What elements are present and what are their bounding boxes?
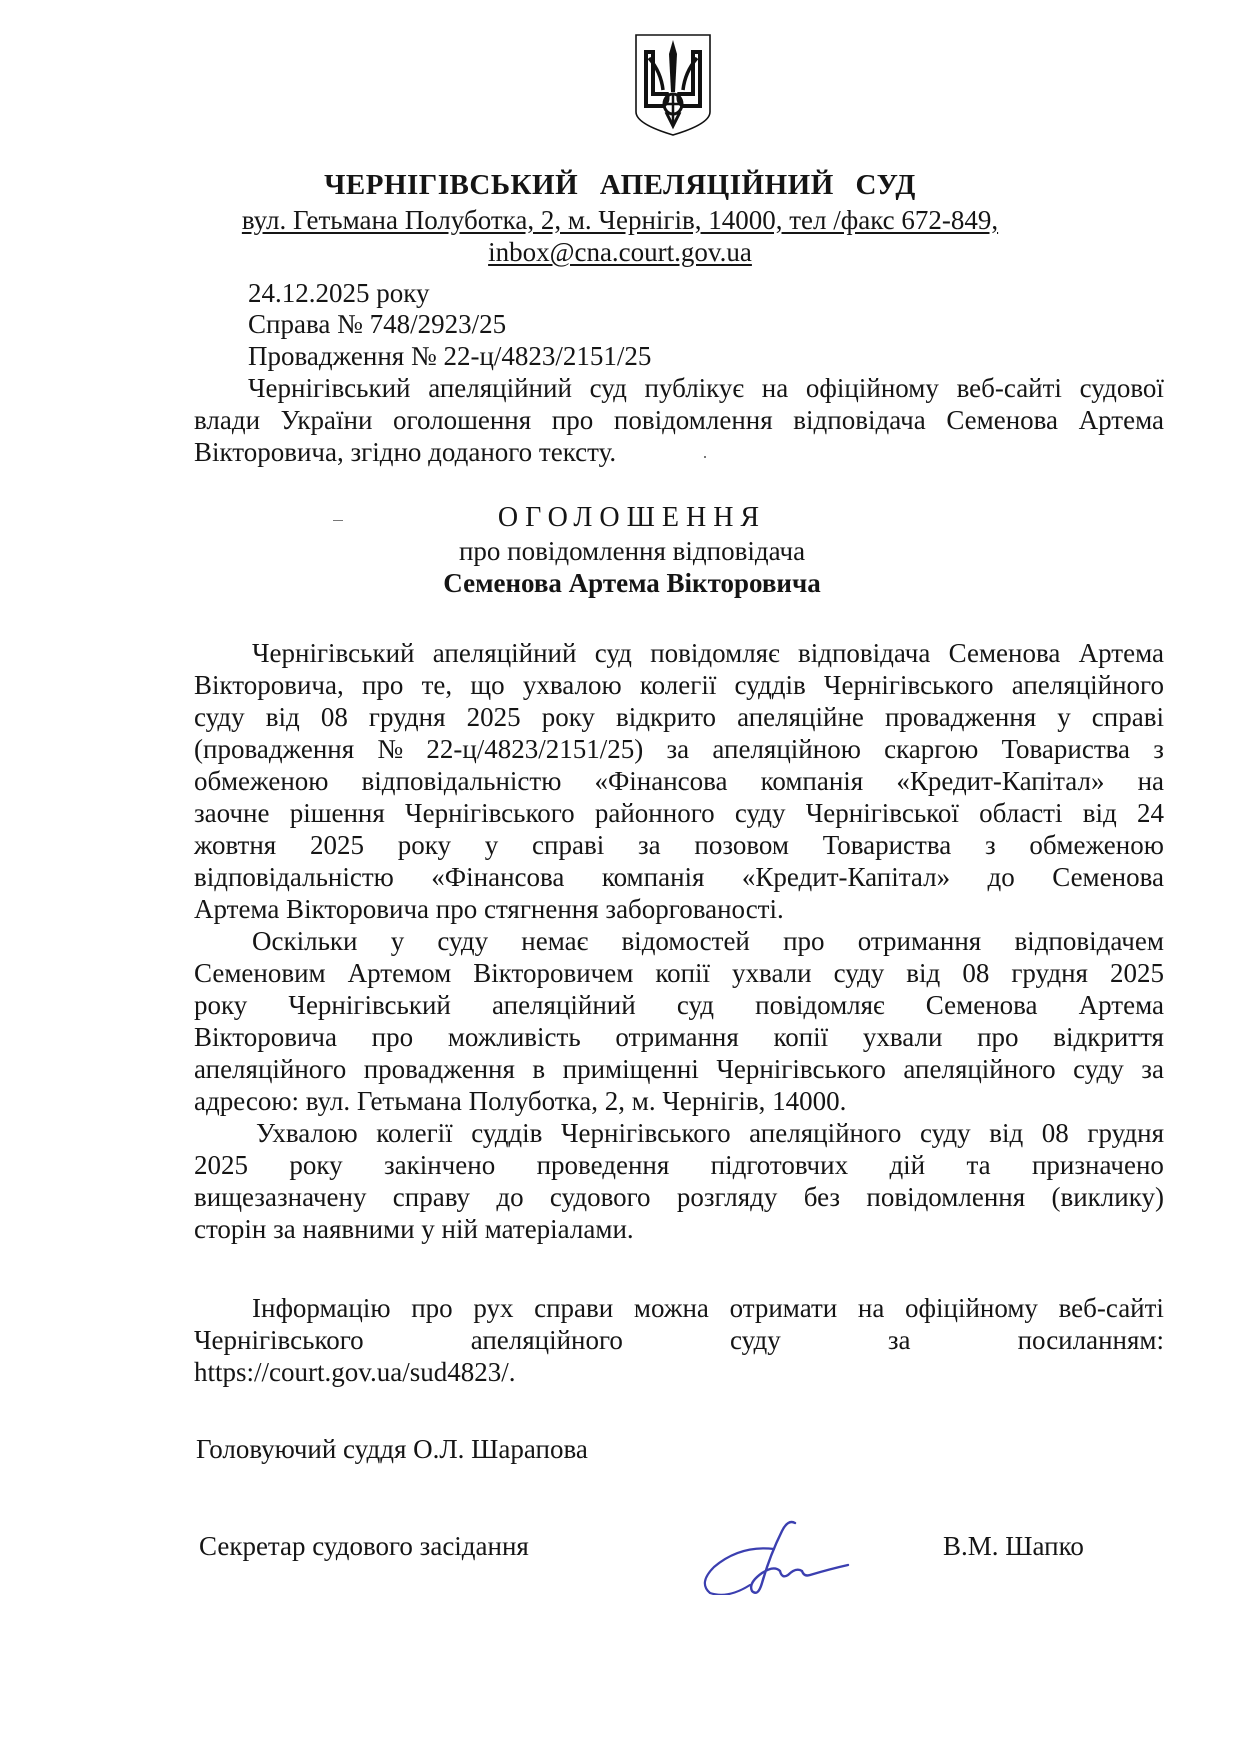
word: суду [919,1118,971,1148]
body-line [194,765,1164,797]
word: Інформацію [252,1293,391,1323]
court-name: ЧЕРНІГІВСЬКИЙ АПЕЛЯЦІЙНИЙ СУД [324,169,916,201]
word: Оскільки [252,926,358,956]
word: відкрито [616,702,717,732]
word: відповідачем [1014,926,1164,956]
word: суддів [734,670,806,700]
word: рух [473,1293,514,1323]
word: апеляційною [712,734,861,764]
word: можливість [447,1022,581,1052]
word: жовтня [194,830,277,860]
word: про [411,1293,453,1323]
announcement-heading: ОГОЛОШЕННЯ [497,502,767,533]
word: приміщенні [562,1054,699,1084]
word: Артема [1078,638,1164,668]
word: суд [594,638,632,668]
body-line [194,989,1164,1021]
word: від [906,958,941,988]
word: Чернігівського [823,670,994,700]
word: районного [594,798,715,828]
word: Товариства [822,830,952,860]
word: Чернігівський [252,638,415,668]
body-line [252,1292,1164,1324]
word: відповідальністю [194,862,394,892]
word: «Кредит-Капітал» [896,766,1105,796]
word: за [887,1325,911,1355]
word: суд [676,990,715,1020]
word: з [984,830,996,860]
body-line [194,957,1164,989]
scan-speck [704,456,706,458]
word: копії [773,1022,829,1052]
word: отримати [729,1293,838,1323]
word: «Фінансова [431,862,565,892]
intro-line: Вікторовича, згідно доданого тексту. [194,437,617,467]
word: скаргою [884,734,979,764]
word: апеляційного [749,1118,902,1148]
word: Семеновим [194,958,326,988]
word: суду [1073,1054,1124,1084]
announcement-subheading: про повідомлення відповідача [458,536,806,566]
word: 08 [1041,1118,1069,1148]
word: обмеженою [1029,830,1164,860]
body-line [194,797,1164,829]
word: Вікторовича [194,1022,337,1052]
word: 08 [962,958,990,988]
word: № [377,734,404,764]
word: проведення [536,1150,670,1180]
word: в [532,1054,546,1084]
word: Артемом [347,958,452,988]
word: за [637,830,661,860]
body-line [194,1021,1164,1053]
word: Семенова [1052,862,1164,892]
word: суду [437,926,489,956]
word: апеляційний [432,638,577,668]
word: за [666,734,690,764]
word: повідомлення [866,1182,1026,1212]
word: Чернігівського [561,1118,731,1148]
word: про [783,926,825,956]
word: України [280,405,373,435]
word: 2025 [1109,958,1164,988]
word: Ухвалою [256,1118,358,1148]
word: Чернігівського [405,798,575,828]
word: апеляційний [492,990,636,1020]
word: від [989,1118,1024,1148]
word: апеляційне [737,702,864,732]
proceeding-number: Провадження № 22-ц/4823/2151/25 [248,341,652,371]
word: у [484,830,499,860]
court-email-link[interactable]: inbox@cna.court.gov.ua [488,237,752,267]
handwritten-signature-icon [670,1505,850,1595]
word: заочне [194,798,270,828]
word: справі [1091,702,1164,732]
word: повідомлення [613,405,773,435]
word: компанія [601,862,705,892]
body-line [194,733,1164,765]
word: Чернігівського [716,1054,886,1084]
word: Чернігівський [248,373,411,403]
word: Вікторовича, [194,670,344,700]
word: судової [1079,373,1164,403]
word: до [987,862,1015,892]
announcement-person: Семенова Артема Вікторовича [443,568,821,598]
word: немає [521,926,589,956]
word: відкриття [1053,1022,1164,1052]
word: повідомляє [755,990,885,1020]
word: року [289,1150,343,1180]
document-date: 24.12.2025 року [248,278,430,308]
body-line [194,1324,1164,1356]
word: області [979,798,1063,828]
word: отримання [857,926,982,956]
word: 2025 [194,1150,248,1180]
word: повідомляє [650,638,780,668]
word: підготовчих [710,1150,849,1180]
word: справи [534,1293,614,1323]
word: посиланням: [1017,1325,1164,1355]
word: Чернігівського [194,1325,364,1355]
intro-line [248,372,1164,404]
word: за [1141,1054,1164,1084]
word: дій [889,1150,926,1180]
secretary-label: Секретар судового засідання [199,1531,529,1561]
word: те, [421,670,453,700]
word: Чернігівський [288,990,451,1020]
word: до [496,1182,524,1212]
word: копії [655,958,711,988]
word: року [397,830,452,860]
word: грудня [1087,1118,1164,1148]
word: офіційному [805,373,939,403]
word: «Фінансова [594,766,728,796]
word: рішення [289,798,385,828]
word: компанія [760,766,864,796]
word: (виклику) [1051,1182,1164,1212]
word: колегії [639,670,717,700]
word: про [977,1022,1019,1052]
body-line [252,637,1164,669]
word: апеляційний [428,373,572,403]
body-line [194,1149,1164,1181]
word: у [1057,702,1071,732]
word: позовом [694,830,789,860]
word: отримання [615,1022,739,1052]
word: суду [734,798,786,828]
word: апеляційного [470,1325,623,1355]
word: Семенова [925,990,1038,1020]
coat-of-arms-trident-icon [633,32,713,138]
word: Артема [1078,405,1164,435]
word: відповідальністю [361,766,562,796]
word: провадження [884,702,1037,732]
word: на [857,1293,885,1323]
body-line [194,669,1164,701]
secretary-name: В.М. Шапко [943,1531,1084,1561]
word: відповідача [793,405,926,435]
word: веб-сайті [1058,1293,1164,1323]
word: 22-ц/4823/2151/25) [426,734,644,764]
body-line [194,1053,1164,1085]
court-website-link[interactable]: https://court.gov.ua/sud4823/. [194,1357,516,1387]
body-line [194,829,1164,861]
word: апеляційного [1011,670,1164,700]
word: колегії [376,1118,453,1148]
case-number: Справа № 748/2923/25 [248,309,507,339]
word: судового [549,1182,651,1212]
word: Артема [1078,990,1164,1020]
word: оголошення [393,405,532,435]
body-line [256,1117,1164,1149]
word: ухвалою [522,670,622,700]
word: можна [633,1293,709,1323]
word: без [803,1182,841,1212]
word: відомостей [621,926,750,956]
word: 08 [320,702,348,732]
word: суду [730,1325,781,1355]
word: 24 [1136,798,1164,828]
word: апеляційного [903,1054,1056,1084]
word: Товариства [1001,734,1131,764]
body-line: сторін за наявними у ній матеріалами. [194,1214,634,1244]
word: призначено [1031,1150,1164,1180]
word: ухвали [732,958,812,988]
word: року [194,990,248,1020]
word: провадження [363,1054,515,1084]
word: суд [589,373,627,403]
word: 2025 [466,702,521,732]
body-line: адресою: вул. Гетьмана Полуботка, 2, м. Чернігів, 14000. [194,1086,847,1116]
word: про [361,670,404,700]
scan-speck [333,520,343,521]
court-address: вул. Гетьмана Полуботка, 2, м. Чернігів, 14000, тел /факс 672-849, [241,205,999,235]
word: грудня [368,702,446,732]
word: суду [194,702,245,732]
word: публікує [644,373,745,403]
word: офіційному [905,1293,1038,1323]
word: вищезазначену [194,1182,367,1212]
word: суду [833,958,885,988]
word: «Кредит-Капітал» [741,862,951,892]
word: від [1082,798,1117,828]
body-line: Артема Вікторовича про стягнення заборгованості. [194,894,784,924]
word: Семенова [948,638,1061,668]
word: року [541,702,595,732]
word: справі [532,830,605,860]
word: у [390,926,405,956]
word: від [265,702,300,732]
body-line [194,861,1164,893]
word: закінчено [383,1150,496,1180]
word: (провадження [194,734,355,764]
word: про [371,1022,414,1052]
word: та [966,1150,991,1180]
word: влади [194,405,261,435]
word: апеляційного [194,1054,347,1084]
word: Чернігівської [805,798,959,828]
body-line [252,925,1164,957]
word: грудня [1011,958,1088,988]
word: що [470,670,505,700]
word: Вікторовичем [473,958,634,988]
word: обмеженою [194,766,329,796]
body-line [194,701,1164,733]
word: відповідача [797,638,931,668]
word: суддів [471,1118,543,1148]
word: веб-сайті [956,373,1062,403]
word: на [1137,766,1164,796]
body-line [194,1181,1164,1213]
intro-line [194,404,1164,436]
word: справу [392,1182,471,1212]
word: Семенова [946,405,1059,435]
word: 2025 [310,830,364,860]
word: ухвали [862,1022,943,1052]
word: про [551,405,594,435]
presiding-judge: Головуючий суддя О.Л. Шарапова [196,1434,588,1464]
word: з [1153,734,1164,764]
word: розгляду [676,1182,778,1212]
word: на [761,373,789,403]
